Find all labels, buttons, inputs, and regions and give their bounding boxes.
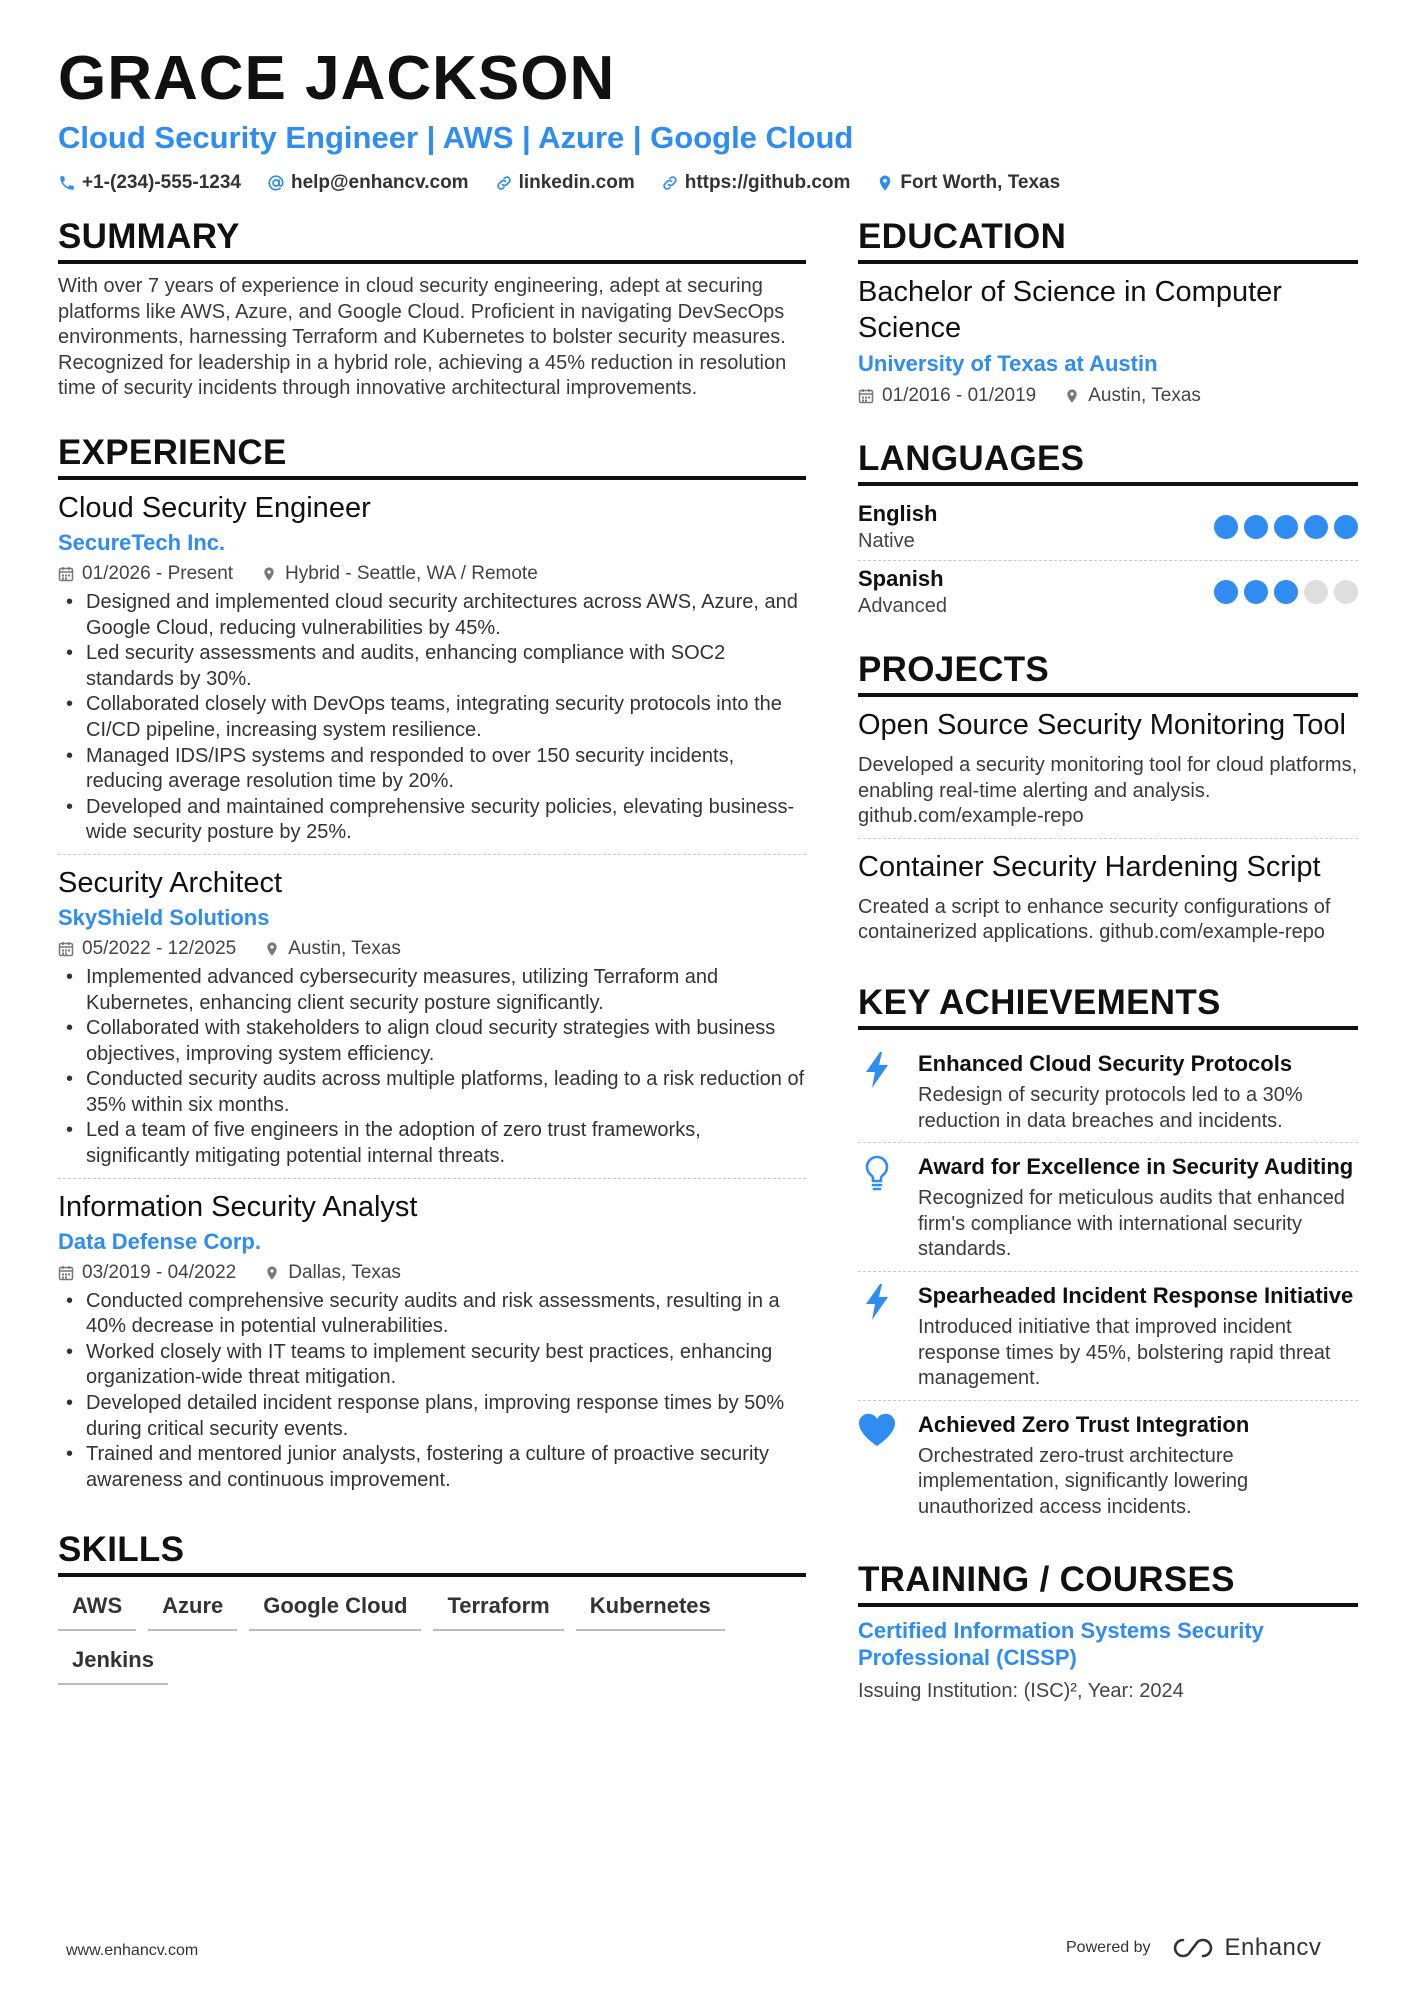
achievement-icon-wrap — [858, 1411, 896, 1521]
job-bullets — [58, 965, 806, 1170]
achievement-entry — [858, 1401, 1358, 1529]
rating-dot-filled — [1274, 580, 1298, 604]
job-meta — [58, 935, 806, 963]
skill-tag: Google Cloud — [249, 1591, 421, 1631]
lightning-icon — [864, 1052, 890, 1088]
skill-tag: Terraform — [433, 1591, 563, 1631]
location-pin-icon — [1064, 388, 1080, 404]
language-level: Native — [858, 530, 915, 552]
contact-github-text: https://github.com — [684, 172, 851, 193]
skills-heading: SKILLS — [58, 1529, 806, 1577]
project-title: Open Source Security Monitoring Tool — [858, 709, 1346, 741]
job-title: Cloud Security Engineer — [58, 491, 371, 524]
education-meta — [858, 382, 1358, 410]
experience-heading: EXPERIENCE — [58, 432, 806, 480]
languages-section — [858, 438, 1358, 625]
calendar-icon — [58, 1265, 74, 1281]
contact-email-text: help@enhancv.com — [290, 172, 469, 193]
contact-location-text: Fort Worth, Texas — [900, 172, 1061, 193]
language-name: English — [858, 501, 938, 526]
job-bullet: • Developed detailed incident response plans, improving response times by 50% during critical security events. — [58, 1391, 806, 1442]
education-location-text: Austin, Texas — [1088, 385, 1201, 406]
education-dates-text: 01/2016 - 01/2019 — [882, 385, 1037, 406]
achievement-body — [918, 1411, 1358, 1521]
language-info — [858, 565, 947, 619]
location-pin-icon — [264, 941, 280, 957]
job-dates-text: 05/2022 - 12/2025 — [82, 937, 237, 959]
job-entry — [58, 865, 806, 1179]
achievement-title: Spearheaded Incident Response Initiative — [918, 1282, 1354, 1308]
achievement-entry — [858, 1040, 1358, 1143]
job-company: Data Defense Corp. — [58, 1228, 261, 1254]
education-location — [1064, 382, 1201, 410]
job-entry — [58, 1189, 806, 1502]
left-column — [58, 216, 806, 1685]
language-rating — [1214, 515, 1358, 539]
achievement-entry — [858, 1272, 1358, 1401]
job-title: Information Security Analyst — [58, 1190, 418, 1223]
achievement-description: Orchestrated zero-trust architecture implementation, significantly lowering unauthorized access incidents. — [918, 1444, 1249, 1518]
lightbulb-icon — [864, 1155, 890, 1191]
contact-bar — [58, 172, 1358, 194]
project-entry — [858, 707, 1358, 839]
footer-branding — [1066, 1934, 1321, 1962]
footer-website[interactable]: www.enhancv.com — [66, 1942, 199, 1959]
training-heading: TRAINING / COURSES — [858, 1559, 1358, 1607]
experience-section — [58, 432, 806, 1501]
right-column — [858, 216, 1358, 1705]
language-entry — [858, 561, 1358, 625]
education-degree: Bachelor of Science in Computer Science — [858, 276, 1282, 344]
languages-heading: LANGUAGES — [858, 438, 1358, 486]
calendar-icon — [58, 941, 74, 957]
job-bullet: • Developed and maintained comprehensive security policies, elevating business-wide security posture by 25%. — [58, 795, 806, 846]
training-section — [858, 1559, 1358, 1705]
education-school: University of Texas at Austin — [858, 351, 1158, 376]
job-bullets — [58, 590, 806, 846]
achievements-heading: KEY ACHIEVEMENTS — [858, 982, 1358, 1030]
job-bullet: • Managed IDS/IPS systems and responded to over 150 security incidents, reducing average resolution time by 20%. — [58, 744, 806, 795]
brand-logo[interactable] — [1171, 1934, 1322, 1962]
summary-text: With over 7 years of experience in cloud security engineering, adept at securing platforms like AWS, Azure, and Google Cloud. Proficient in navigating DevSecOps environments, harnessing Terraform and Kubernetes to bolster security measures. Recognized for leadership in a hybrid role, achieving a 45% reduction in resolution time of security incidents through innovative architectural improvements. — [58, 275, 787, 400]
language-level: Advanced — [858, 595, 947, 617]
job-dates — [58, 560, 233, 588]
contact-github[interactable] — [661, 172, 851, 194]
summary-section — [58, 216, 806, 402]
rating-dot-filled — [1244, 580, 1268, 604]
education-heading: EDUCATION — [858, 216, 1358, 264]
phone-icon — [58, 174, 76, 192]
job-location — [264, 1259, 401, 1287]
achievement-entry — [858, 1143, 1358, 1272]
job-bullet: • Led security assessments and audits, enhancing compliance with SOC2 standards by 30%. — [58, 641, 806, 692]
language-rating — [1214, 580, 1358, 604]
rating-dot-filled — [1304, 515, 1328, 539]
skill-tag: Jenkins — [58, 1645, 168, 1685]
projects-section — [858, 649, 1358, 954]
education-section — [858, 216, 1358, 410]
job-title: Security Architect — [58, 866, 283, 899]
candidate-name: GRACE JACKSON — [58, 44, 616, 113]
achievement-icon-wrap — [858, 1153, 896, 1263]
skills-section — [58, 1529, 806, 1685]
contact-linkedin-text: linkedin.com — [518, 172, 635, 193]
achievement-body — [918, 1050, 1358, 1134]
project-title: Container Security Hardening Script — [858, 850, 1321, 883]
job-location-text: Austin, Texas — [288, 937, 401, 959]
rating-dot-filled — [1244, 515, 1268, 539]
achievement-description: Redesign of security protocols led to a 30% reduction in data breaches and incidents. — [918, 1083, 1303, 1132]
job-meta — [58, 560, 806, 588]
job-bullet: • Led a team of five engineers in the adoption of zero trust frameworks, significantly mitigating potential internal threats. — [58, 1118, 806, 1169]
job-dates-text: 03/2019 - 04/2022 — [82, 1261, 237, 1283]
project-description: Developed a security monitoring tool for cloud platforms, enabling real-time alerting and analysis. github.com/example-repo — [858, 754, 1358, 828]
achievement-icon-wrap — [858, 1050, 896, 1134]
achievement-title: Achieved Zero Trust Integration — [918, 1411, 1250, 1437]
language-info — [858, 500, 937, 554]
powered-by-text: Powered by — [1066, 1939, 1151, 1956]
location-pin-icon — [264, 1265, 280, 1281]
contact-phone-text: +1-(234)-555-1234 — [82, 172, 241, 193]
project-entry — [858, 849, 1358, 954]
location-pin-icon — [261, 566, 277, 582]
achievement-description: Introduced initiative that improved incident response times by 45%, bolstering rapid threat management. — [918, 1315, 1331, 1390]
rating-dot-filled — [1214, 515, 1238, 539]
rating-dot-filled — [1274, 515, 1298, 539]
achievement-description: Recognized for meticulous audits that enhanced firm's compliance with international security standards. — [918, 1187, 1345, 1261]
enhancv-logo-icon — [1171, 1936, 1217, 1960]
link-icon — [661, 174, 679, 192]
language-name: Spanish — [858, 566, 944, 591]
project-description: Created a script to enhance security configurations of containerized applications. github.com/example-repo — [858, 895, 1331, 944]
location-pin-icon — [876, 174, 894, 192]
job-location — [261, 560, 538, 588]
job-dates-text: 01/2026 - Present — [82, 562, 234, 584]
achievement-body — [918, 1153, 1358, 1263]
job-company: SecureTech Inc. — [58, 529, 226, 555]
job-entry — [58, 490, 806, 855]
calendar-icon — [58, 566, 74, 582]
brand-name: Enhancv — [1224, 1934, 1322, 1961]
achievement-title: Enhanced Cloud Security Protocols — [918, 1050, 1293, 1076]
job-bullet: • Conducted security audits across multiple platforms, leading to a risk reduction of 35% within six months. — [58, 1067, 806, 1118]
summary-heading: SUMMARY — [58, 216, 806, 264]
skill-tag: Kubernetes — [576, 1591, 725, 1631]
education-dates — [858, 382, 1036, 410]
rating-dot-empty — [1304, 580, 1328, 604]
rating-dot-filled — [1334, 515, 1358, 539]
job-meta — [58, 1259, 806, 1287]
job-bullet: • Worked closely with IT teams to implement security best practices, enhancing organization-wide threat mitigation. — [58, 1340, 806, 1391]
course-title: Certified Information Systems Security Professional (CISSP) — [858, 1617, 1264, 1670]
job-company: SkyShield Solutions — [58, 904, 270, 930]
skills-list — [58, 1591, 806, 1685]
contact-location — [876, 172, 1060, 194]
job-bullet: • Designed and implemented cloud security architectures across AWS, Azure, and Google Cloud, reducing vulnerabilities by 45%. — [58, 590, 806, 641]
job-bullet: • Trained and mentored junior analysts, fostering a culture of proactive security awareness and continuous improvement. — [58, 1442, 806, 1493]
job-bullet: • Collaborated closely with DevOps teams, integrating security protocols into the CI/CD pipeline, increasing system resilience. — [58, 692, 806, 743]
lightning-icon — [864, 1284, 890, 1320]
job-bullet: • Collaborated with stakeholders to align cloud security strategies with business objectives, improving system efficiency. — [58, 1016, 806, 1067]
job-dates — [58, 935, 236, 963]
contact-linkedin[interactable] — [495, 172, 635, 194]
achievement-icon-wrap — [858, 1282, 896, 1392]
job-dates — [58, 1259, 236, 1287]
link-icon — [495, 174, 513, 192]
job-bullets — [58, 1289, 806, 1494]
achievement-title: Award for Excellence in Security Auditing — [918, 1154, 1354, 1180]
language-entry — [858, 496, 1358, 561]
projects-heading: PROJECTS — [858, 649, 1358, 697]
job-bullet: • Conducted comprehensive security audits and risk assessments, resulting in a 40% decrease in potential vulnerabilities. — [58, 1289, 806, 1340]
skill-tag: Azure — [148, 1591, 237, 1631]
at-icon — [267, 174, 285, 192]
achievement-body — [918, 1282, 1358, 1392]
contact-email[interactable] — [267, 172, 469, 194]
job-bullet: • Implemented advanced cybersecurity measures, utilizing Terraform and Kubernetes, enhancing client security posture significantly. — [58, 965, 806, 1016]
rating-dot-filled — [1214, 580, 1238, 604]
candidate-title: Cloud Security Engineer | AWS | Azure | Google Cloud — [58, 120, 854, 155]
job-location-text: Dallas, Texas — [288, 1261, 401, 1283]
job-location — [264, 935, 401, 963]
resume-header — [58, 42, 1358, 194]
contact-phone[interactable] — [58, 172, 241, 194]
achievements-section — [858, 982, 1358, 1529]
course-meta: Issuing Institution: (ISC)², Year: 2024 — [858, 1679, 1184, 1702]
heart-icon — [858, 1413, 896, 1447]
rating-dot-empty — [1334, 580, 1358, 604]
skill-tag: AWS — [58, 1591, 136, 1631]
calendar-icon — [858, 388, 874, 404]
job-location-text: Hybrid - Seattle, WA / Remote — [285, 562, 538, 584]
